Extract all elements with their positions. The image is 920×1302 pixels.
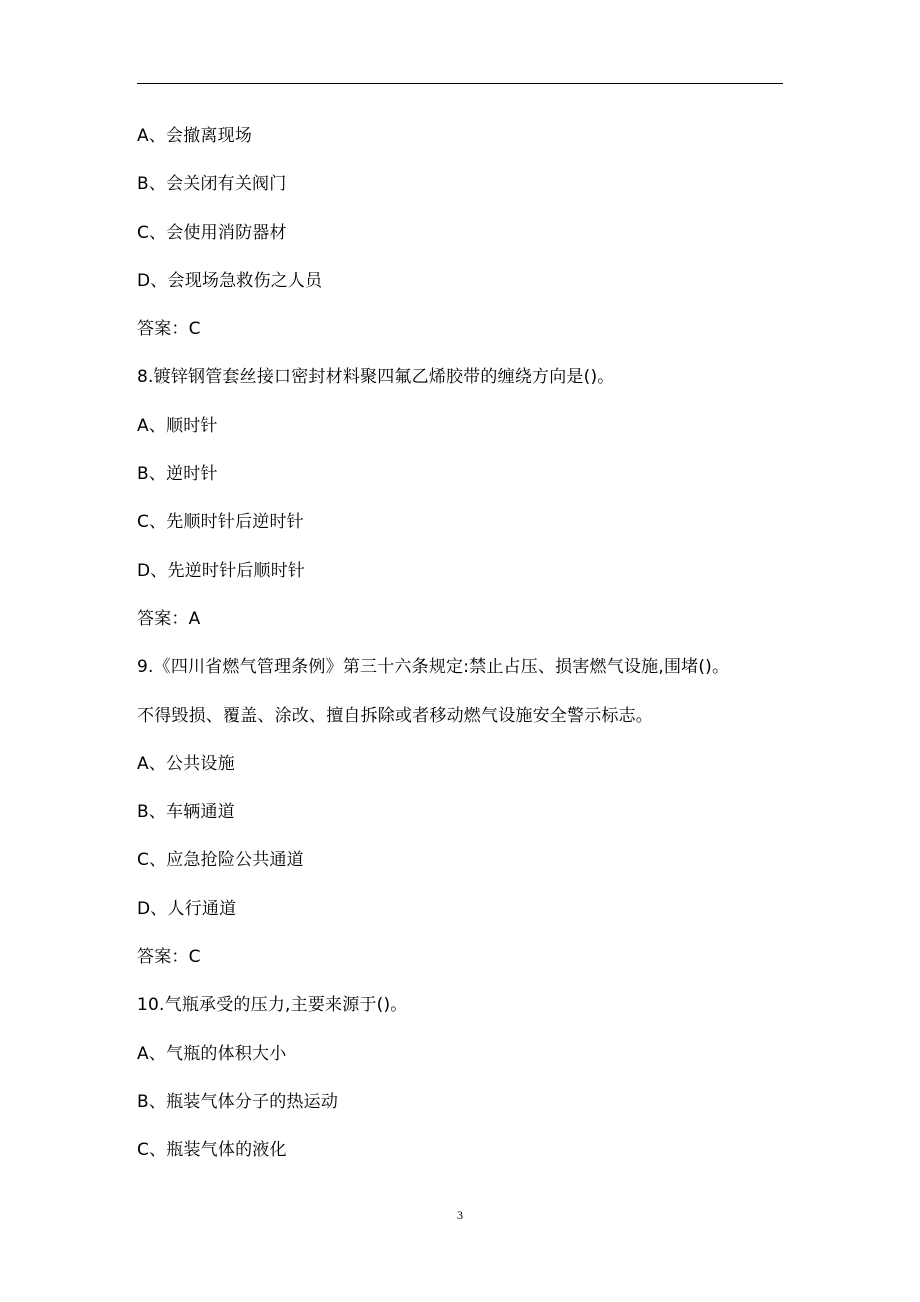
option-10c: C、瓶装气体的液化 — [137, 1140, 287, 1161]
question-8: 8.镀锌钢管套丝接口密封材料聚四氟乙烯胶带的缠绕方向是()。 — [137, 367, 615, 388]
option-8a: A、顺时针 — [137, 415, 218, 436]
option-9b: B、车辆通道 — [137, 802, 235, 823]
answer-9: 答案：C — [137, 947, 201, 968]
option-9c: C、应急抢险公共通道 — [137, 850, 304, 871]
option-7a: A、会撤离现场 — [137, 126, 253, 146]
option-8b: B、逆时针 — [137, 464, 218, 485]
option-8c: C、先顺时针后逆时针 — [137, 512, 304, 533]
option-9d: D、人行通道 — [137, 898, 237, 919]
option-10b: B、瓶装气体分子的热运动 — [137, 1091, 339, 1112]
page-content — [137, 120, 797, 1183]
question-9: 9.《四川省燃气管理条例》第三十六条规定:禁止占压、损害燃气设施,围堵()。 — [137, 657, 730, 678]
option-7c: C、会使用消防器材 — [137, 222, 287, 243]
page-number: 3 — [457, 1208, 463, 1222]
answer-8: 答案：A — [137, 608, 201, 629]
option-7b: B、会关闭有关阀门 — [137, 174, 287, 195]
option-10a: A、气瓶的体积大小 — [137, 1043, 287, 1064]
option-9a: A、公共设施 — [137, 753, 235, 774]
option-7d: D、会现场急救伤之人员 — [137, 270, 323, 291]
question-10: 10.气瓶承受的压力,主要来源于()。 — [137, 995, 408, 1016]
answer-7: 答案：C — [137, 319, 201, 340]
header-rule — [137, 83, 783, 84]
question-9-continued: 不得毁损、覆盖、涂改、擅自拆除或者移动燃气设施安全警示标志。 — [137, 705, 653, 726]
option-8d: D、先逆时针后顺时针 — [137, 560, 306, 581]
